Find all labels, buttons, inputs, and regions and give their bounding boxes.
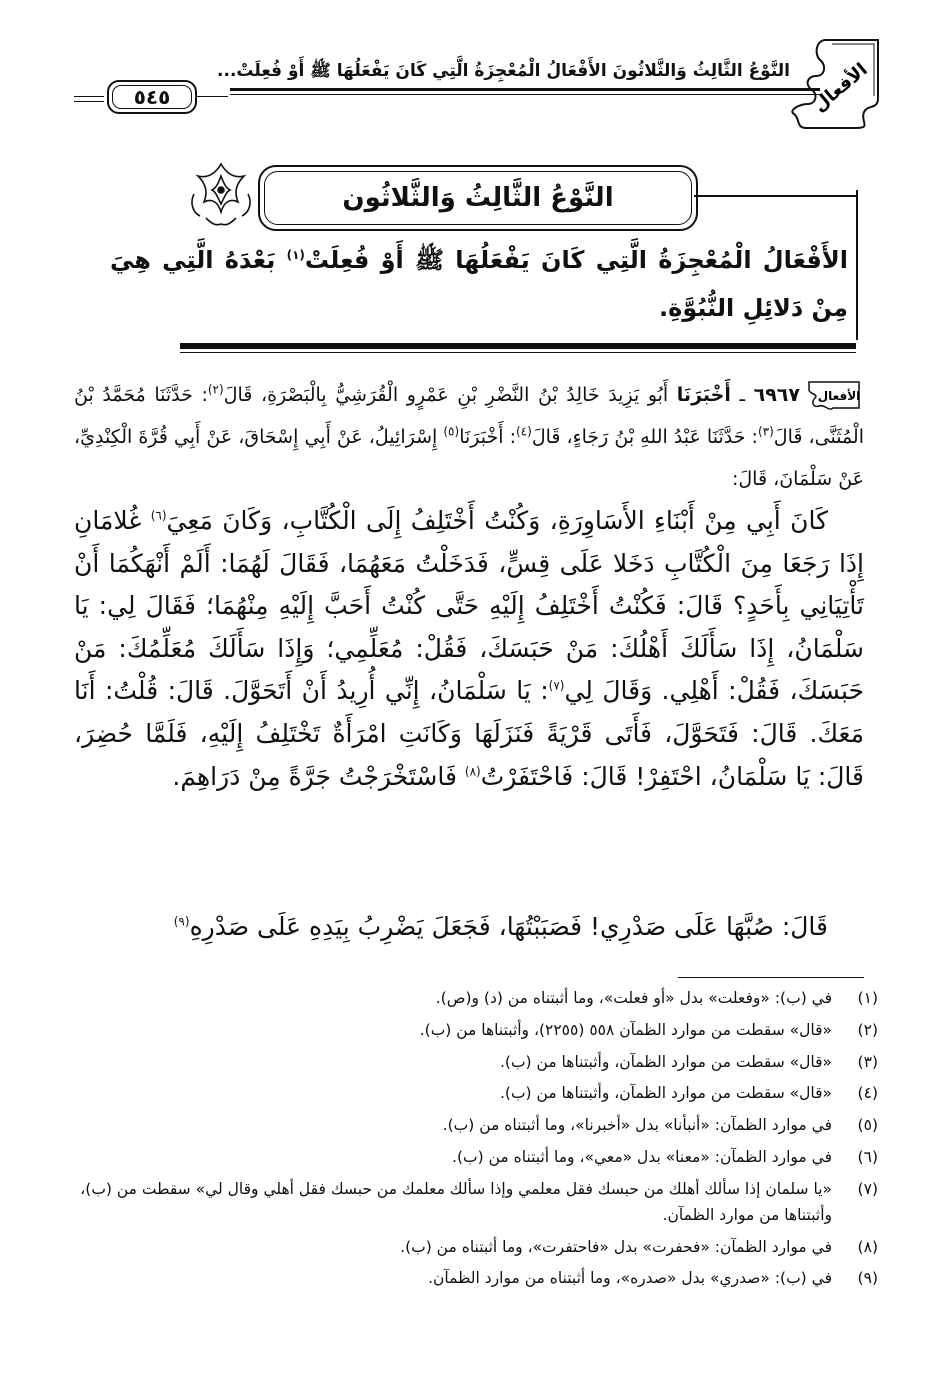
footnote-number: (٢) [857,1020,878,1039]
footnote-text: في موارد الظمآن: «فحفرت» بدل «فاحتفرت»، وما أثبتناه من (ب). [400,1237,832,1256]
section-description-text: بَعْدَهُ الَّتِي هِيَ مِنْ دَلائِلِ النُّبُوَّةِ. [110,246,848,322]
footnote-ref: (١) [286,248,305,262]
footnote-separator [678,977,864,978]
hadith-isnad [74,374,864,500]
footnote-text: «قال» سقطت من موارد الظمآن، وأثبتناها من (ب). [499,1052,832,1071]
floral-ornament-icon [186,158,256,230]
footnote-number: (٣) [857,1052,878,1071]
hadith-dash: ـ [730,384,754,406]
footnote-text: في (ب): «وفعلت» بدل «أو فعلت»، وما أثبتناه من (د) و(ص). [435,989,832,1007]
chapter-badge [786,34,886,134]
footnote [60,1234,878,1260]
hadith-verb: أَخْبَرَنَا [676,384,731,406]
page-number-text: ٥٤٥ [133,85,171,109]
section-divider [180,343,856,349]
page-number [107,80,197,114]
section-title-box [258,165,698,231]
footnote-number: (٦) [857,1147,878,1166]
footnote-text: «قال» سقطت من موارد الظمآن، وأثبتناها من (ب). [499,1084,832,1103]
footnote [60,1144,878,1170]
hadith-matn-paragraph [74,500,864,798]
footnote [60,1017,878,1043]
footnote-text: في (ب): «صدري» بدل «صدره»، وما أثبتناه من موارد الظمآن. [428,1269,832,1288]
chapter-badge-label: الأفعال [809,59,872,117]
footnote-text: في موارد الظمآن: «معنا» بدل «معي»، وما أثبتناه من (ب). [452,1147,832,1166]
matn-text: فَاسْتَخْرَجْتُ جَرَّةً مِنْ دَرَاهِمَ. [172,761,465,791]
section-title: النَّوْعُ الثَّالِثُ وَالثَّلاثُون [342,183,614,213]
footnote-text: «قال» سقطت من موارد الظمآن ٥٥٨ (٢٢٥٥)، وأثبتناها من (ب). [419,1020,832,1039]
header-rule [230,88,820,91]
footnote-number: (٩) [857,1269,878,1288]
header-rule-thin [230,94,820,95]
footnote-ref: (٤) [515,424,532,439]
isnad-text: : حَدَّثَنَا عَبْدُ اللهِ بْنُ رَجَاءٍ، قَالَ [531,426,758,448]
isnad-text: : أَخْبَرَنَا [459,426,516,448]
footnote-text: في موارد الظمآن: «أنبأنا» بدل «أخبرنا»، وما أثبتناه من (ب). [442,1116,832,1135]
hadith-marker-label: الأفعال [817,389,861,403]
section-description-text: الأَفْعَالُ الْمُعْجِزَةُ الَّتِي كَانَ يَفْعَلُهَا ﷺ أَوْ فُعِلَتْ [304,246,848,274]
hadith-number: ٦٩٦٧ [753,384,800,406]
section-description [110,236,848,332]
footnote-ref: (٩) [173,914,190,929]
isnad-text: : حَدَّثَنَا مُحَمَّدُ بْنُ الْمُثَنَّى، قَالَ [74,384,864,448]
page-number-area [74,80,228,116]
hadith-matn-paragraph [74,906,864,949]
footnote-number: (١) [857,989,878,1007]
running-head: النَّوْعُ الثَّالِثُ وَالثَّلاثُونَ الأَفْعَالُ الْمُعْجِزَةُ الَّتِي كَانَ يَفْعَلُهَا ﷺ أَوْ فُعِلَتْ... [217,61,790,81]
page-number-rule [74,96,104,97]
footnote-number: (٧) [857,1179,878,1198]
footnote [60,1049,878,1075]
footnote [60,985,878,1011]
footnote-number: (٥) [857,1116,878,1135]
isnad-text: إِسْرَائِيلُ، عَنْ أَبِي إِسْحَاقَ، عَنْ أَبِي قُرَّةَ الْكِنْدِيِّ، عَنْ سَلْمَانَ، قَالَ: [74,426,864,490]
footnote [60,1112,878,1138]
footnote-ref: (٦) [150,508,167,523]
footnote-text: «يا سلمان إذا سألك أهلك من حبسك فقل معلمي وإذا سألك معلمك من حبسك فقل أهلي وقال لي» سقطت من (ب)، وأثبتناها من موارد الظمآن. [80,1179,832,1224]
title-frame-line [694,195,856,197]
footnote-ref: (٧) [548,679,565,694]
footnote-number: (٤) [857,1084,878,1103]
page-number-rule [74,101,104,102]
matn-text: كَانَ أَبِي مِنْ أَبْنَاءِ الأَسَاوِرَةِ، وَكُنْتُ أَخْتَلِفُ إِلَى الْكُتَّابِ، وَكَانَ مَعِيَ [166,506,828,535]
footnote-ref: (٢) [207,382,224,397]
footnote [60,1176,878,1228]
matn-text: : يَا سَلْمَانُ، إِنِّي أُرِيدُ أَنْ أَتَحَوَّلَ. قَالَ: قُلْتُ: أَنَا مَعَكَ. قَالَ: فَتَحَوَّلَ، فَأَتَى قَرْيَةً فَنَزَلَهَا وَكَانَتِ امْرَأَةٌ تَخْتَلِفُ إِلَيْهِ، فَلَمَّا حُضِرَ، قَالَ: يَا سَلْمَانُ، احْتَفِرْ! قَالَ: فَاحْتَفَرْتُ [74,676,864,791]
matn-text: غُلامَانِ إِذَا رَجَعَا مِنَ الْكُتَّابِ دَخَلا عَلَى قِسٍّ، فَدَخَلْتُ مَعَهُمَا، فَقَالَ لَهُمَا: أَلَمْ أَنْهَكُمَا أَنْ تَأْتِيَانِي بِأَحَدٍ؟ قَالَ: فَكُنْتُ أَخْتَلِفُ إِلَيْهِ حَتَّى كُنْتُ أَحَبَّ إِلَيْهِ مِنْهُمَا؛ فَقَالَ لِي: يَا سَلْمَانُ، إِذَا سَأَلَكَ أَهْلُكَ: مَنْ حَبَسَكَ، فَقُلْ: مُعَلِّمِي؛ وَإِذَا سَأَلَكَ مُعَلِّمُكَ: مَنْ حَبَسَكَ، فَقُلْ: أَهْلِي. وَقَالَ لِي [74,506,864,706]
footnote-number: (٨) [857,1237,878,1256]
isnad-text: أَبُو يَزِيدَ خَالِدُ بْنُ النَّضْرِ بْنِ عَمْرٍو الْقُرَشِيُّ بِالْبَصْرَةِ، قَالَ [223,384,677,406]
footnote-ref: (٣) [757,424,774,439]
footnote-ref: (٨) [464,764,481,779]
page-number-rule [196,96,228,97]
title-frame-line [856,190,858,340]
footnotes-list [60,985,878,1297]
section-divider-thin [180,352,856,353]
footnote [60,1080,878,1106]
footnote-ref: (٥) [443,424,460,439]
footnote [60,1265,878,1291]
matn-text: قَالَ: صُبَّهَا عَلَى صَدْرِي! فَصَبَبْتُهَا، فَجَعَلَ يَضْرِبُ بِيَدِهِ عَلَى صَدْرِهِ [189,912,828,941]
